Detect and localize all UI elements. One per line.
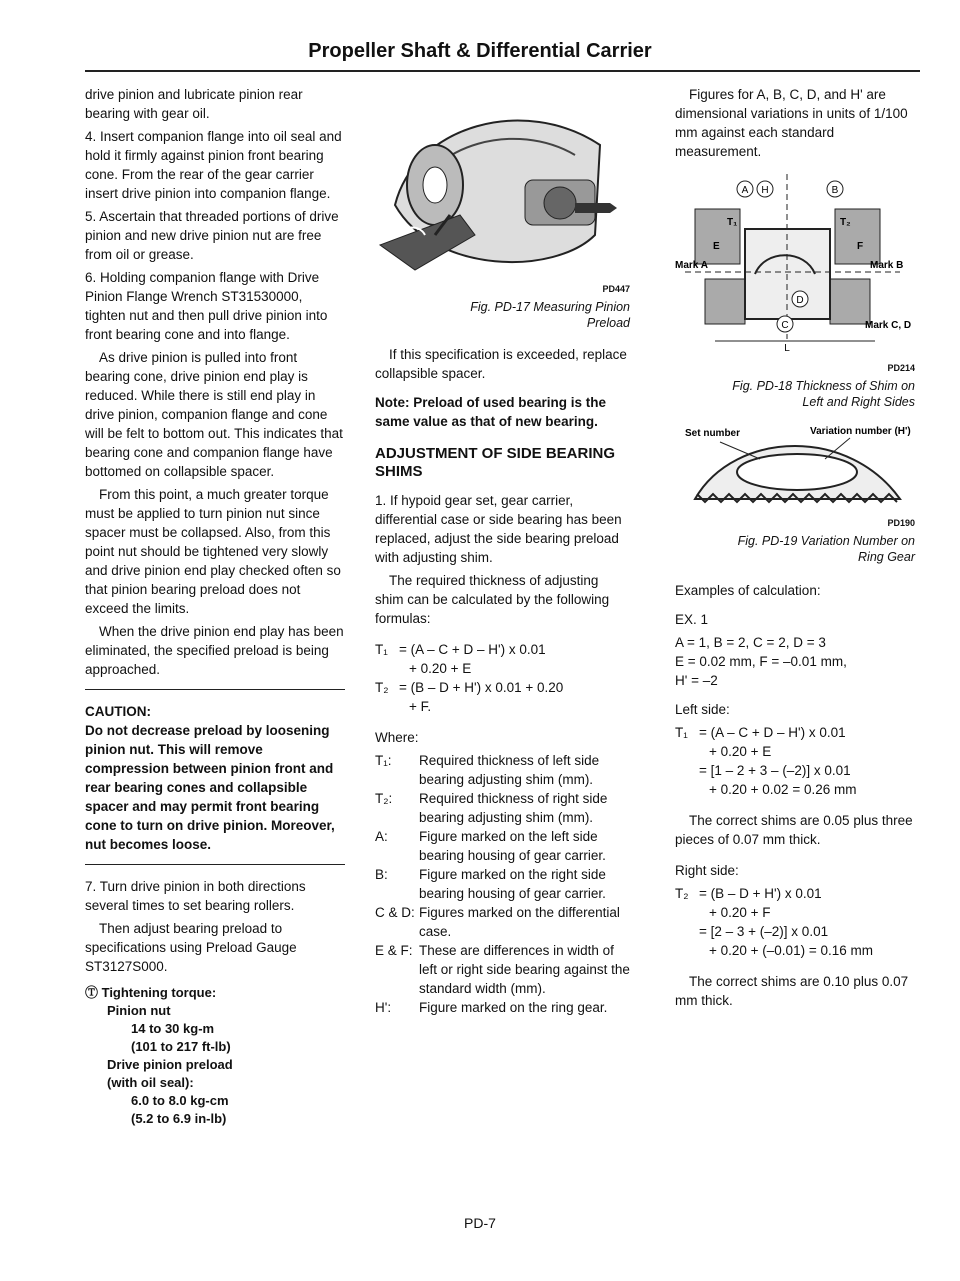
where-label: Where: — [375, 730, 419, 745]
formula-line: + 0.20 + E — [409, 661, 472, 676]
note: Note: Preload of used bearing is the same value as that of new bearing. — [375, 395, 607, 429]
calc-line: + 0.20 + E — [709, 744, 772, 759]
definition-row — [375, 865, 630, 903]
caption-line: Preload — [586, 316, 630, 330]
paragraph: Figures for A, B, C, D, and H' are dimensional variations in units of 1/100 mm against each standard measurement. — [675, 87, 908, 159]
examples-label: Examples of calculation: — [675, 583, 821, 598]
label-variation-number: Variation number (H') — [810, 426, 911, 437]
formula-line: + F. — [409, 699, 432, 714]
label-l: L — [784, 343, 790, 354]
formula-line: = (A – C + D – H') x 0.01 — [399, 642, 546, 657]
torque-label: Pinion nut — [107, 1003, 171, 1018]
preload-label: Drive pinion preload — [107, 1057, 233, 1072]
definition-value: Figure marked on the right side bearing housing of gear carrier. — [419, 867, 606, 901]
definition-value: Figures marked on the differential case. — [419, 905, 620, 939]
formula-line: = (B – D + H') x 0.01 + 0.20 — [399, 680, 564, 695]
definition-row — [375, 789, 630, 827]
figure-caption — [675, 533, 915, 565]
label-b: B — [831, 185, 839, 196]
definition-value: Required thickness of right side bearing adjusting shim (mm). — [419, 791, 608, 825]
label-a: A — [741, 185, 749, 196]
definition-value: Figure marked on the ring gear. — [419, 1000, 608, 1015]
preload-sub: (with oil seal): — [107, 1075, 194, 1090]
left-calculation — [675, 723, 915, 799]
torque-spec — [85, 984, 345, 1128]
caption-line: Fig. PD-18 Thickness of Shim on — [732, 379, 915, 393]
label-mark-b: Mark B — [870, 260, 904, 271]
formula-t2 — [375, 678, 630, 716]
label-t2: T₂ — [840, 217, 851, 228]
label-d: D — [796, 295, 804, 306]
definition-key: T₁: — [375, 753, 392, 768]
label-f: F — [857, 241, 864, 252]
paragraph: From this point, a much greater torque must be applied to turn pinion nut since spacer must be collapsed. Also, from this point nut should be tightened very slowly and drive pinion end play checked often so that pinion bearing preload does not exceed the limits. — [85, 487, 341, 616]
preload-value: (5.2 to 6.9 in-lb) — [131, 1111, 227, 1126]
paragraph: drive pinion and lubricate pinion rear bearing with gear oil. — [85, 87, 303, 121]
calc-line: + 0.20 + (–0.01) = 0.16 mm — [709, 943, 873, 958]
right-calculation — [675, 884, 915, 960]
definition-key: T₂: — [375, 791, 393, 806]
page-title: Propeller Shaft & Differential Carrier — [308, 40, 652, 62]
label-mark-cd: Mark C, D — [865, 320, 912, 331]
torque-title: Ⓣ Tightening torque: — [85, 985, 217, 1000]
formula-symbol: T₁ — [375, 642, 388, 657]
label-h: H — [761, 185, 769, 196]
step-5: 5. Ascertain that threaded portions of drive pinion and new drive pinion nut are free from oil or grease. — [85, 209, 339, 262]
label-set-number: Set number — [685, 428, 741, 439]
label-t1: T₁ — [727, 217, 738, 228]
definition-key: A: — [375, 829, 388, 844]
header-rule — [85, 70, 920, 72]
divider — [85, 689, 345, 690]
right-result: The correct shims are 0.10 plus 0.07 mm thick. — [675, 974, 909, 1008]
column-2 — [375, 85, 630, 1017]
caption-line: Left and Right Sides — [802, 395, 915, 409]
step-1: 1. If hypoid gear set, gear carrier, differential case or side bearing has been replaced, adjust the side bearing preload with adjusting shim. — [375, 493, 622, 565]
definition-row — [375, 827, 630, 865]
paragraph: Then adjust bearing preload to specifications using Preload Gauge ST3127S000. — [85, 921, 297, 974]
example-title: EX. 1 — [675, 612, 709, 627]
torque-value: 14 to 30 kg-m — [131, 1021, 215, 1036]
definition-key: H': — [375, 1000, 392, 1015]
figure-code: PD214 — [887, 363, 915, 373]
paragraph: The required thickness of adjusting shim can be calculated by the following formulas: — [375, 573, 610, 626]
column-1 — [85, 85, 345, 1128]
calc-line: = (A – C + D – H') x 0.01 — [699, 725, 846, 740]
formula-symbol: T₁ — [675, 725, 688, 740]
calc-line: = [2 – 3 + (–2)] x 0.01 — [699, 924, 829, 939]
formula-t1 — [375, 640, 630, 678]
label-mark-a: Mark A — [675, 260, 708, 271]
formula-symbol: T₂ — [675, 886, 689, 901]
definition-value: Figure marked on the left side bearing housing of gear carrier. — [419, 829, 606, 863]
definition-row — [375, 903, 630, 941]
shim-thickness-diagram — [675, 169, 915, 354]
right-side-label: Right side: — [675, 863, 739, 878]
step-6: 6. Holding companion flange with Drive Pinion Flange Wrench ST31530000, tighten nut and then pull drive pinion into front bearing cone and into flange. — [85, 270, 328, 342]
page-number: PD-7 — [464, 1215, 496, 1231]
step-4: 4. Insert companion flange into oil seal and hold it firmly against pinion front bearing cone. From the rear of the gear carrier insert drive pinion into companion flange. — [85, 129, 342, 201]
figure-caption — [375, 299, 630, 331]
caption-line: Ring Gear — [858, 550, 915, 564]
paragraph: When the drive pinion end play has been eliminated, the specified preload is being approached. — [85, 624, 344, 677]
calc-line: + 0.20 + F — [709, 905, 771, 920]
example-line: A = 1, B = 2, C = 2, D = 3 — [675, 635, 826, 650]
definition-key: E & F: — [375, 943, 413, 958]
definition-value: These are differences in width of left or right side bearing against the standard width (mm). — [419, 943, 630, 996]
example-line: H' = –2 — [675, 673, 718, 688]
definition-row — [375, 941, 630, 998]
definition-key: C & D: — [375, 905, 415, 920]
figure-caption — [675, 378, 915, 410]
figure-code: PD190 — [887, 518, 915, 528]
calc-line: = [1 – 2 + 3 – (–2)] x 0.01 — [699, 763, 851, 778]
caution-text: Do not decrease preload by loosening pinion nut. This will remove compression between pinion front and rear bearing cones and collapsible spacer and may permit front bearing cone to turn on drive pinion. Moreover, nut becomes loose. — [85, 723, 335, 852]
definition-row — [375, 751, 630, 789]
formula-symbol: T₂ — [375, 680, 389, 695]
left-result: The correct shims are 0.05 plus three pieces of 0.07 mm thick. — [675, 813, 913, 847]
figure-code: PD447 — [602, 284, 630, 294]
figure-pd19 — [675, 424, 915, 533]
figure-pd17 — [375, 85, 630, 299]
label-e: E — [713, 241, 720, 252]
figure-pd18 — [675, 169, 915, 378]
caption-line: Fig. PD-17 Measuring Pinion — [470, 300, 630, 314]
definition-row — [375, 998, 630, 1017]
paragraph: If this specification is exceeded, replace collapsible spacer. — [375, 347, 627, 381]
paragraph: As drive pinion is pulled into front bearing cone, drive pinion end play is reduced. While there is still end play in drive pinion, companion flange and cone will be felt to bottom out. This indicates that bearing cone and companion flange have bottomed on collapsible spacer. — [85, 350, 343, 479]
example-line: E = 0.02 mm, F = –0.01 mm, — [675, 654, 847, 669]
column-3 — [675, 85, 915, 1014]
step-7: 7. Turn drive pinion in both directions several times to set bearing rollers. — [85, 879, 306, 913]
calc-line: + 0.20 + 0.02 = 0.26 mm — [709, 782, 857, 797]
calc-line: = (B – D + H') x 0.01 — [699, 886, 822, 901]
torque-value: (101 to 217 ft-lb) — [131, 1039, 231, 1054]
caution-heading: CAUTION: — [85, 704, 151, 719]
label-c: C — [781, 320, 789, 331]
definition-value: Required thickness of left side bearing adjusting shim (mm). — [419, 753, 600, 787]
example-values — [675, 633, 915, 690]
left-side-label: Left side: — [675, 702, 730, 717]
ring-gear-illustration — [675, 424, 915, 509]
pinion-preload-illustration — [375, 85, 630, 275]
preload-value: 6.0 to 8.0 kg-cm — [131, 1093, 229, 1108]
definition-key: B: — [375, 867, 388, 882]
caption-line: Fig. PD-19 Variation Number on — [737, 534, 915, 548]
divider — [85, 864, 345, 865]
section-title: ADJUSTMENT OF SIDE BEARING SHIMS — [375, 445, 616, 480]
